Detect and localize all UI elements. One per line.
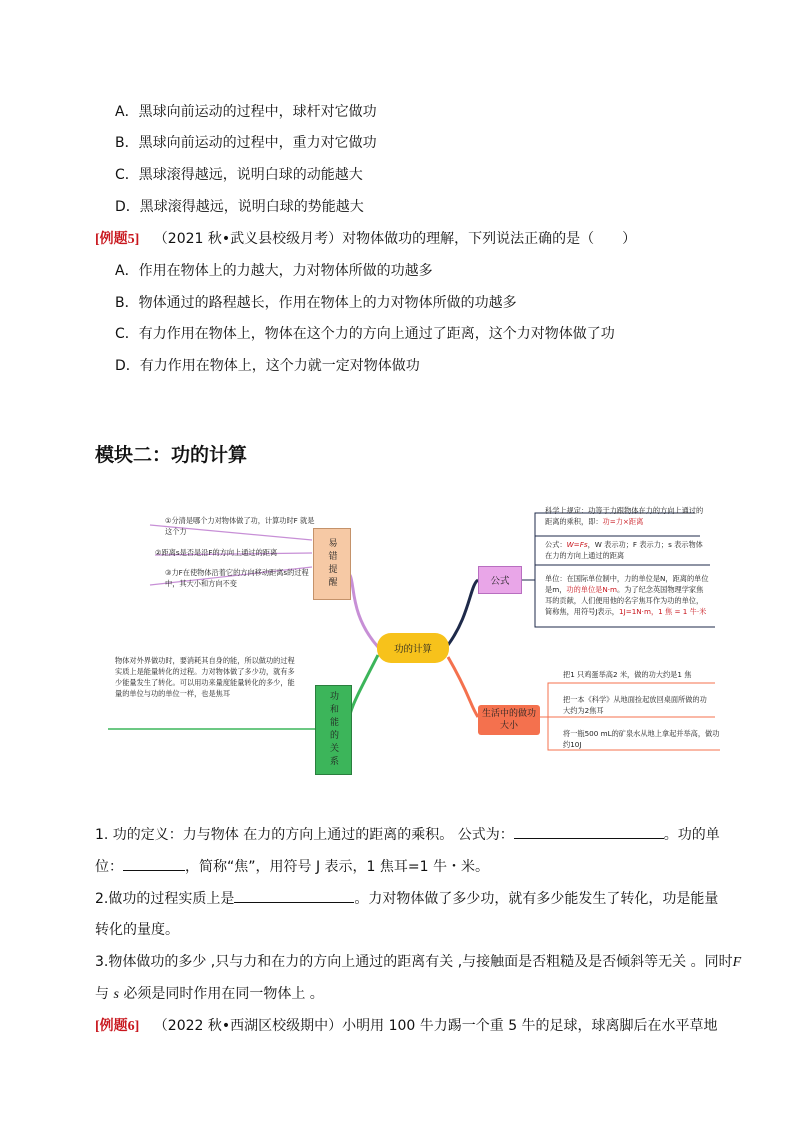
blank-formula[interactable]	[514, 824, 664, 839]
blank-unit[interactable]	[123, 856, 185, 871]
example6-question	[95, 1016, 718, 1037]
example5-option-d: D．有力作用在物体上，这个力就一定对物体做功	[115, 358, 420, 374]
gongshi-formula-highlight: W=Fs	[566, 540, 588, 549]
option-c: C．黑球滚得越远，说明白球的动能越大	[115, 167, 363, 183]
yicuo-item-2: ②距离s是否是沿F的方向上通过的距离	[155, 548, 278, 557]
blank-essence[interactable]	[234, 888, 354, 903]
gongshi-formula: 公式：W=Fs，W 表示功；F 表示力；s 表示物体在力的方向上通过的距离	[545, 540, 703, 560]
paragraph-3-line-1: 3.物体做功的多少 ,只与力和在力的方向上通过的距离有关 ,与接触面是否粗糙及是否倾斜等无关 。同时F	[95, 954, 742, 970]
life-item-3: 将一瓶500 mL的矿泉水从地上拿起并举高，做功约10J	[563, 729, 720, 749]
node-gongshi: 公式	[478, 566, 522, 594]
gongneng-text: 物体对外界做功时，要消耗其自身的能，所以做功的过程实质上是能量转化的过程。力对物体做了多少功，就有多少能量发生了转化。可以用功来量度能量转化的多少，能量的单位与功的单位一样，也是焦耳	[115, 656, 295, 698]
gongshi-unit-highlight-2: 1J=1N·m，1 焦 = 1 牛·米	[619, 607, 707, 616]
example5-tag: [例题5]	[95, 232, 140, 247]
mind-map-center: 功的计算	[377, 633, 449, 663]
life-item-1: 把1 只鸡蛋举高2 米，做的功大约是1 焦	[563, 670, 692, 679]
mind-map	[0, 495, 794, 780]
gongshi-unit: 单位：在国际单位制中，力的单位是N，距离的单位是m，功的单位是N·m。为了纪念英国物理学家焦耳的贡献，人们便用他的名字焦耳作为功的单位，简称焦，用符号J表示，1J=1N·m，1 焦 = 1 牛·米	[545, 574, 709, 616]
yicuo-item-3: ③力F在使物体沿着它的方向移动距离s的过程中，其大小和方向不变	[165, 568, 309, 588]
node-yicuo: 易错提醒	[313, 528, 351, 600]
option-b: B．黑球向前运动的过程中，重力对它做功	[115, 135, 377, 151]
module-title: 模块二：功的计算	[95, 444, 248, 466]
example6-tag: [例题6]	[95, 1019, 140, 1034]
node-life: 生活中的做功大小	[478, 705, 540, 735]
gongshi-unit-highlight-1: 功的单位是N·m	[566, 585, 617, 594]
gongshi-definition: 科学上规定：功等于力跟物体在力的方向上通过的距离的乘积，即：功=力×距离	[545, 506, 704, 526]
life-item-2: 把一本《科学》从地面捡起放回桌面所做的功大约为2焦耳	[563, 695, 707, 715]
option-a: A．黑球向前运动的过程中，球杆对它做功	[115, 104, 377, 120]
example5-question	[95, 229, 636, 250]
paragraph-3-line-2: 与 s 必须是同时作用在同一物体上 。	[95, 986, 324, 1002]
paragraph-2-line-2: 转化的量度。	[95, 922, 179, 938]
example6-stem: （2022 秋•西湖区校级期中）小明用 100 牛力踢一个重 5 牛的足球，球离脚后在水平草地	[153, 1018, 718, 1034]
node-gongneng: 功和能的关系	[315, 685, 352, 775]
paragraph-1-line-1: 1. 功的定义：力与物体 在力的方向上通过的距离的乘积。 公式为： 。功的单	[95, 824, 720, 845]
yicuo-item-1: ①分清是哪个力对物体做了功，计算功时F 就是这个力	[165, 516, 315, 536]
example5-option-a: A．作用在物体上的力越大，力对物体所做的功越多	[115, 263, 433, 279]
example5-option-b: B．物体通过的路程越长，作用在物体上的力对物体所做的功越多	[115, 295, 517, 311]
example5-option-c: C．有力作用在物体上，物体在这个力的方向上通过了距离，这个力对物体做了功	[115, 326, 615, 342]
paragraph-1-line-2: 位： ，简称“焦”，用符号 J 表示，1 焦耳=1 牛・米。	[95, 856, 489, 877]
example5-stem: （2021 秋•武义县校级月考）对物体做功的理解，下列说法正确的是（ ）	[153, 231, 637, 247]
gongshi-definition-highlight: 功=力×距离	[602, 517, 644, 526]
option-d: D．黑球滚得越远，说明白球的势能越大	[115, 199, 364, 215]
paragraph-2-line-1: 2.做功的过程实质上是 。力对物体做了多少功，就有多少能发生了转化，功是能量	[95, 888, 718, 909]
